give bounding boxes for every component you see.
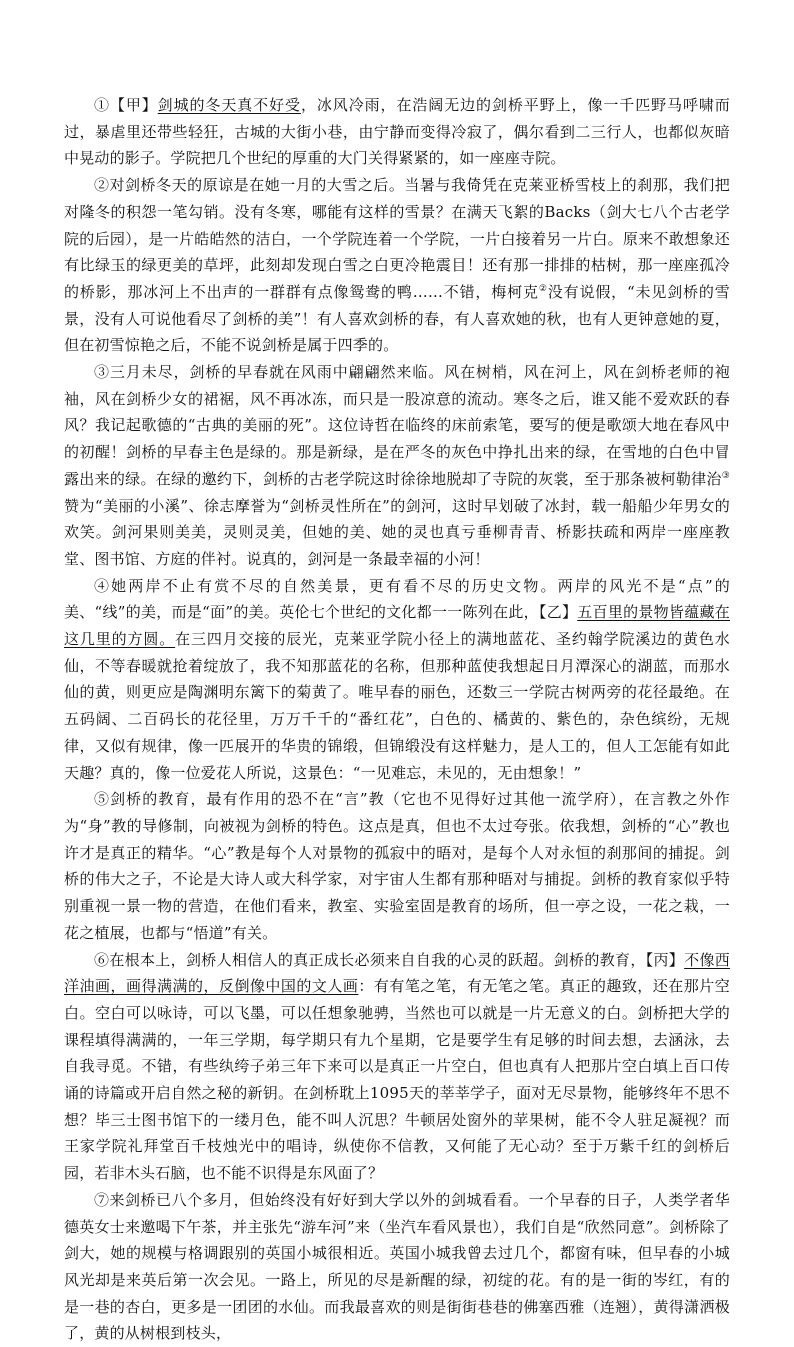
footnote-mark: ③	[721, 470, 730, 481]
paragraph-2	[64, 172, 730, 359]
text-run: ，冰风冷雨，在浩阔无边的剑桥平野上，像一千匹野马呼啸而过，暴虐里还带些轻狂，古城的大街小巷，由宁静而变得冷寂了，偶尔看到二三行人，也都似灰暗中晃动的影子。学院把几个世纪的厚重的大门关得紧紧的，如一座座寺院。	[64, 96, 730, 168]
article-body	[64, 92, 730, 1347]
text-run: 在三四月交接的辰光，克莱亚学院小径上的满地蓝花、圣约翰学院溪边的黄色水仙，不等春暖就抢着绽放了，我不知那蓝花的名称，但那种蓝使我想起日月潭深心的湖蓝，而那水仙的黄，则更应是陶渊明东篱下的菊黄了。唯早春的丽色，还数三一学院古树两旁的花径最绝。在五码阔、二百码长的花径里，万万千千的“番红花”，白色的、橘黄的、紫色的，杂色缤纷，无规律，又似有规律，像一匹展开的华贵的锦缎，但锦缎没有这样魅力，是人工的，但人工怎能有如此天趣？真的，像一位爱花人所说，这景色：“一见难忘，未见的，无由想象！”	[64, 630, 730, 782]
text-run: ：有有笔之笔，有无笔之笔。真正的趣致，还在那片空白。空白可以咏诗，可以飞墨，可以任想象驰骋，当然也可以就是一片无意义的白。剑桥把大学的课程填得满满的，一年三学期，每学期只有九个星期，它是要学生有足够的时间去想，去涵泳，去自我寻觅。不错，有些纨绔子弟三年下来可以是真正一片空白，但也真有人把那片空白填上百口传诵的诗篇或开启自然之秘的新钥。在剑桥耽上1095天的莘莘学子，面对无尽景物，能够终年不思不想？毕三士图书馆下的一缕月色，能不叫人沉思？牛顿居处窗外的苹果树，能不令人驻足凝视？而王家学院礼拜堂百千枝烛光中的唱诗，纵使你不信教，又何能了无心动？至于万紫千红的剑桥后园，若非木头石脑，也不能不识得是东风面了？	[64, 977, 730, 1183]
underlined-text: 剑城的冬天真不好受	[157, 96, 301, 114]
text-run: ⑦来剑桥已八个多月，但始终没有好好到大学以外的剑城看看。一个早春的日子，人类学者华德英女士来邀喝下午茶，并主张先“游车河”来（坐汽车看风景也），我们自是“欣然同意”。剑桥除了剑大，她的规模与格调跟别的英国小城很相近。英国小城我曾去过几个，都窗有味，但早春的小城风光却是来英后第一次会见。一路上，所见的尽是新醒的绿，初绽的花。有的是一街的岑红，有的是一巷的杏白，更多是一团团的水仙。而我最喜欢的则是街街巷巷的佛塞西雅（连翘），黄得潇洒极了，黄的从树根到枝头，	[64, 1190, 730, 1343]
footnote-mark: ②	[538, 283, 548, 294]
text-run: ③三月未尽，剑桥的早春就在风雨中翩翩然来临。风在树梢，风在河上，风在剑桥老师的袍袖，风在剑桥少女的裙裾，风不再冰冻，而只是一股凉意的流动。寒冬之后，谁又能不爱欢跃的春风？我记起歌德的“古典的美丽的死”。这位诗哲在临终的床前索笔，要写的便是歌颂大地在春风中的初醒！剑桥的早春主色是绿的。那是新绿，是在严冬的灰色中挣扎出来的绿，在雪地的白色中冒露出来的绿。在绿的邀约下，剑桥的古老学院这时徐徐地脱却了寺院的灰裳，至于那条被柯勒律治	[64, 363, 730, 488]
paragraph-1	[64, 92, 730, 172]
paragraph-4	[64, 573, 730, 787]
text-run: ④她两岸不止有赏不尽的自然美景，更有看不尽的历史文物。两岸的风光不是“点”的美、“线”的美，而是“面”的美。英伦七个世纪的文化都一一陈列在此，【乙】	[64, 576, 730, 622]
underlined-text: 不像西洋油画，画得满满的，反倒像中国的文人画	[64, 950, 730, 996]
text-run: 赞为“美丽的小溪”、徐志摩誉为“剑桥灵性所在”的剑河，这时早划破了冰封，载一船船少年男女的欢笑。剑河果则美美，灵则灵美，但她的美、她的灵也真亏垂柳青青、桥影扶疏和两岸一座座教堂、图书馆、方庭的伴衬。说真的，剑河是一条最幸福的小河！	[64, 496, 730, 568]
text-run: ⑥在根本上，剑桥人相信人的真正成长必须来自自我的心灵的跃超。剑桥的教育，【丙】	[94, 950, 685, 969]
paragraph-5	[64, 786, 730, 946]
text-run: ⑤剑桥的教育，最有作用的恐不在“言”教（它也不见得好过其他一流学府），在言教之外作为“身”教的导修制，向被视为剑桥的特色。这点是真，但也不太过夸张。依我想，剑桥的“心”教也许才是真正的精华。“心”教是每个人对景物的孤寂中的晤对，是每个人对永恒的刹那间的捕捉。剑桥的伟大之子，不论是大诗人或大科学家，对宇宙人生都有那种晤对与捕捉。剑桥的教育家似乎特别重视一景一物的营造，在他们看来，教室、实验室固是教育的场所，但一亭之设，一花之栽，一花之植展，也都与“悟道”有关。	[64, 790, 730, 942]
text-run: ②对剑桥冬天的原谅是在她一月的大雪之后。当暑与我倚凭在克莱亚桥雪枝上的刹那，我们把对隆冬的积怨一笔勾销。没有冬寒，哪能有这样的雪景？在满天飞絮的Backs（剑大七八个古老学院的后园），是一片皓皓然的洁白，一个学院连着一个学院，一片白接着另一片白。原来不敢想象还有比绿玉的绿更美的草坪，此刻却发现白雪之白更冷艳震目！还有那一排排的枯树，那一座座孤冷的桥影，那冰河上不出声的一群群有点像鸳鸯的鸭……不错，梅柯克	[64, 176, 730, 301]
paragraph-6	[64, 947, 730, 1187]
underlined-text: 五百里的景物皆蕴藏在这几里的方圆。	[64, 603, 730, 649]
paragraph-3	[64, 359, 730, 573]
paragraph-7	[64, 1187, 730, 1347]
text-run: 没有说假，“未见剑桥的雪景，没有人可说他看尽了剑桥的美”！有人喜欢剑桥的春，有人喜欢她的秋，也有人更钟意她的夏，但在初雪惊艳之后，不能不说剑桥是属于四季的。	[64, 282, 730, 355]
text-run: ①【甲】	[94, 96, 158, 114]
